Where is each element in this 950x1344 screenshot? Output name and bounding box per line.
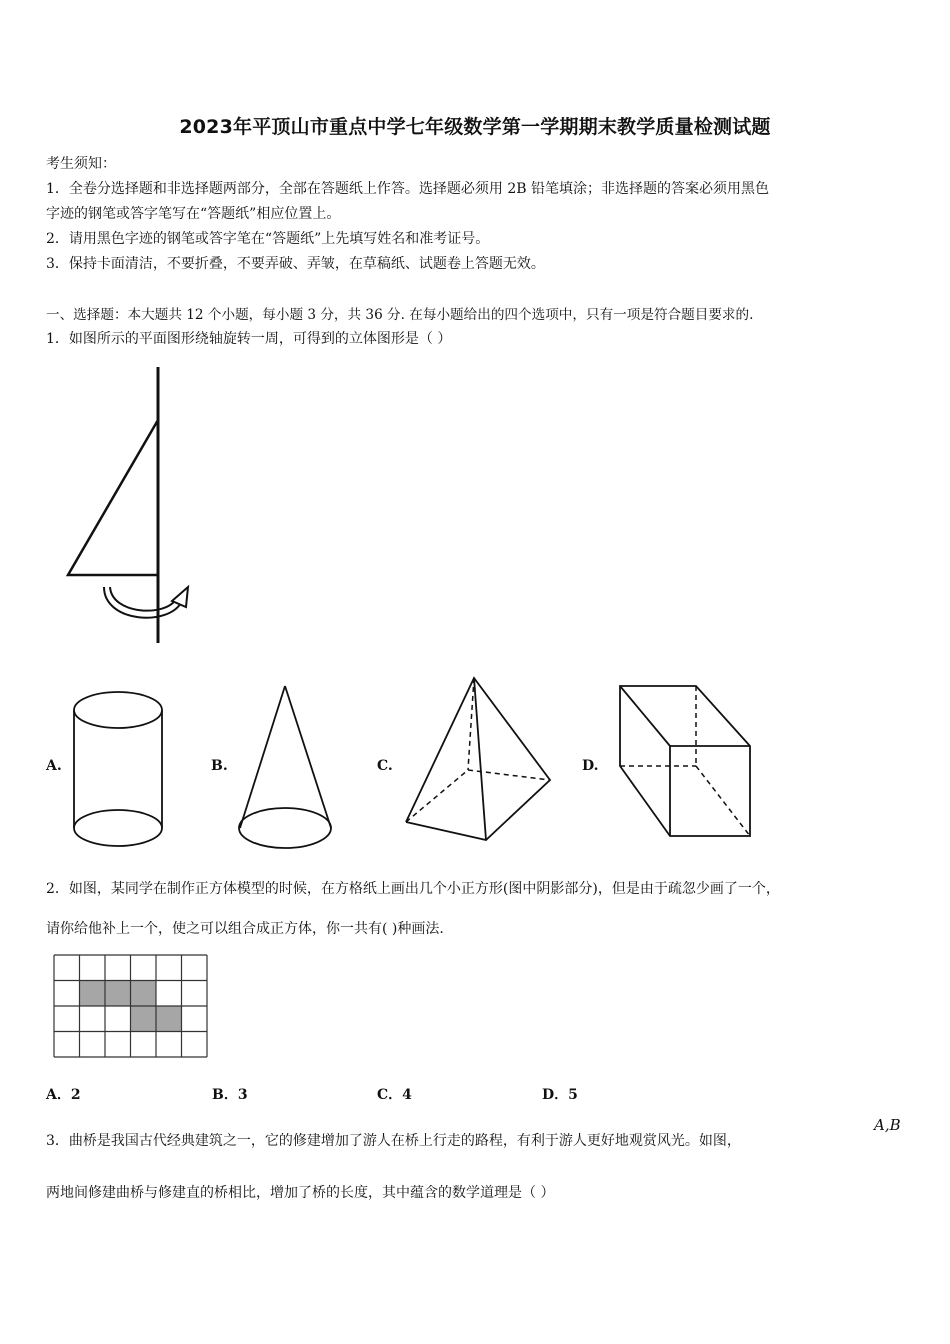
square-grid [52, 953, 210, 1057]
q2-text-2: 请你给他补上一个，使之可以组合成正方体，你一共有( )种画法. [46, 921, 444, 937]
page-title: 2023年平顶山市重点中学七年级数学第一学期期末教学质量检测试题 [179, 116, 771, 138]
q1-option-a-label: A. [46, 758, 62, 774]
q1-option-c-label: C. [377, 758, 393, 774]
q1-text: 1．如图所示的平面图形绕轴旋转一周，可得到的立体图形是（ ） [46, 331, 452, 347]
shaded-square [131, 981, 157, 1007]
notice-line-3: 3．保持卡面清洁，不要折叠，不要弄破、弄皱，在草稿纸、试题卷上答题无效。 [46, 256, 545, 272]
cylinder-shape [72, 690, 166, 848]
q3-text-1: 3．曲桥是我国古代经典建筑之一，它的修建增加了游人在桥上行走的路程，有利于游人更好地观赏风光。如图， [46, 1133, 741, 1149]
q2-text-1: 2．如图，某同学在制作正方体模型的时候，在方格纸上画出几个小正方形(图中阴影部分)，但是由于疏忽少画了一个， [46, 881, 780, 897]
q1-option-d-label: D. [582, 758, 599, 774]
section-heading: 一、选择题：本大题共 12 个小题，每小题 3 分，共 36 分. 在每小题给出的四个选项中，只有一项是符合题目要求的. [46, 307, 754, 323]
q2-option-c: C．4 [377, 1087, 412, 1103]
shaded-square [105, 981, 131, 1007]
notice-line-2: 2．请用黑色字迹的钢笔或答字笔在“答题纸”上先填写姓名和准考证号。 [46, 231, 490, 247]
shaded-square [156, 1006, 182, 1032]
shaded-square [131, 1006, 157, 1032]
pyramid-shape [402, 676, 554, 846]
cone-shape [238, 684, 334, 850]
q3-ab-label: A,B [874, 1116, 901, 1134]
notice-heading: 考生须知： [46, 156, 116, 172]
q1-option-b-label: B. [211, 758, 228, 774]
q2-option-d: D．5 [542, 1087, 578, 1103]
q2-option-a: A．2 [46, 1087, 81, 1103]
shaded-square [80, 981, 106, 1007]
q2-option-b: B．3 [212, 1087, 248, 1103]
prism-shape [616, 682, 756, 840]
notice-line-1b: 字迹的钢笔或答字笔写在“答题纸”相应位置上。 [46, 206, 341, 222]
q3-text-2: 两地间修建曲桥与修建直的桥相比，增加了桥的长度，其中蕴含的数学道理是（ ） [46, 1185, 555, 1201]
rotation-figure [60, 365, 200, 647]
notice-line-1: 1．全卷分选择题和非选择题两部分，全部在答题纸上作答。选择题必须用 2B 铅笔填涂；非选择题的答案必须用黑色 [46, 181, 769, 197]
